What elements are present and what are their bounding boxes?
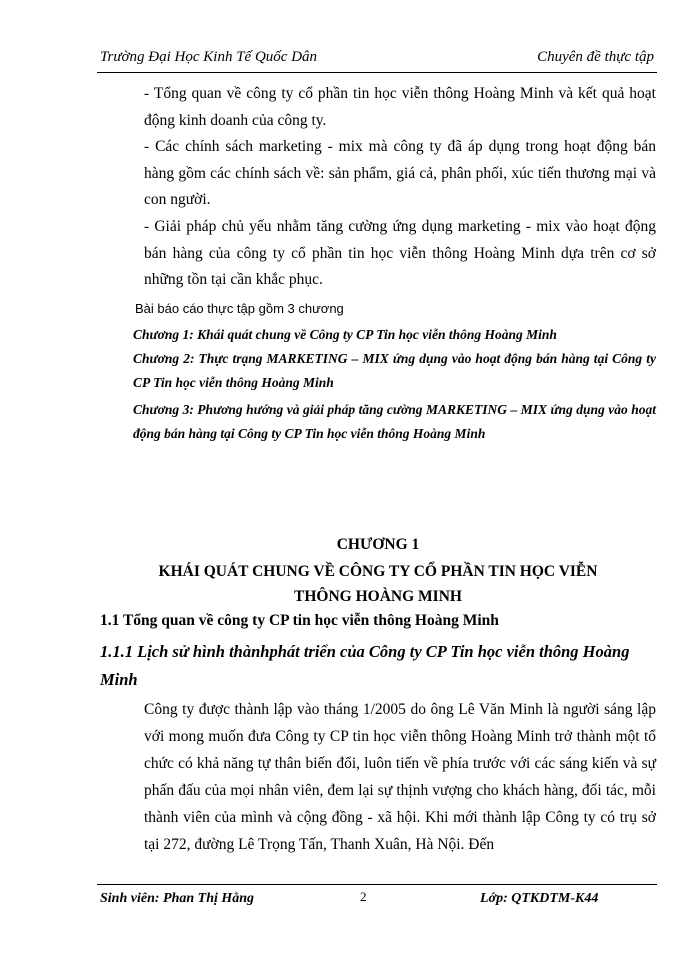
footer-class: Lớp: QTKDTM-K44 [480,891,599,906]
bullet-paragraph-2 [100,134,656,214]
bullet-text: - Giải pháp chủ yếu nhằm tăng cường ứng dụng marketing - mix vào hoạt động bán hàng của công ty cổ phần tin học viễn thông Hoàng Minh dựa trên cơ sở những tồn tại cần khắc phục. [144,218,656,288]
chapter-title-line-2: THÔNG HOÀNG MINH [294,588,462,605]
chapter-text: Chương 1: Khái quát chung về Công ty CP Tin học viễn thông Hoàng Minh [133,327,557,342]
bullet-paragraph-3 [100,214,656,294]
chapter-line-2 [100,347,656,395]
body-paragraph [100,696,656,858]
section-heading-1-1: 1.1 Tổng quan về công ty CP tin học viễn thông Hoàng Minh [100,612,499,629]
header-doc-type: Chuyên đề thực tập [537,49,654,65]
chapter-text: Chương 2: Thực trạng MARKETING – MIX ứng dụng vào hoạt động bán hàng tại Công ty CP Tin học viễn thông Hoàng Minh [133,351,656,390]
chapter-text: Chương 3: Phương hướng và giải pháp tăng cường MARKETING – MIX ứng dụng vào hoạt động bán hàng tại Công ty CP Tin học viễn thông Hoàng Minh [133,402,656,441]
header-school: Trường Đại Học Kinh Tế Quốc Dân [100,49,318,65]
section-heading-1-1-1: 1.1.1 Lịch sử hình thànhphát triển của Công ty CP Tin học viễn thông Hoàng Minh [100,642,630,689]
bullet-paragraph-1 [100,81,656,134]
report-intro: Bài báo cáo thực tập gồm 3 chương [135,301,344,316]
chapter-label: CHƯƠNG 1 [336,536,420,553]
body-text: Công ty được thành lập vào tháng 1/2005 do ông Lê Văn Minh là người sáng lập với mong muốn đưa Công ty CP tin học viễn thông Hoàng Minh trở thành một tổ chức có khả năng tự thân biến đổi, luôn tiến về phía trước với các sáng kiến và sự phấn đấu của mọi nhân viên, đem lại sự thịnh vượng cho khách hàng, đối tác, mỗi thành viên của mình và cộng đồng - xã hội. Khi mới thành lập Công ty có trụ sở tại 272, đường Lê Trọng Tấn, Thanh Xuân, Hà Nội. Đến [144,701,656,853]
bullet-text: - Tổng quan về công ty cổ phần tin học viễn thông Hoàng Minh và kết quả hoạt động kinh doanh của công ty. [144,85,656,129]
chapter-line-1 [100,323,656,347]
footer-student: Sinh viên: Phan Thị Hằng [100,891,255,906]
chapter-title-line-1: KHÁI QUÁT CHUNG VỀ CÔNG TY CỔ PHẦN TIN HỌC VIỄN [158,563,598,580]
bullet-text: - Các chính sách marketing - mix mà công ty đã áp dụng trong hoạt động bán hàng gồm các chính sách về: sản phẩm, giá cả, phân phối, xúc tiến thương mại và con người. [144,138,656,208]
chapter-line-3 [100,398,656,446]
footer-rule [97,884,657,885]
header-rule [97,72,657,73]
page-number: 2 [360,889,367,904]
